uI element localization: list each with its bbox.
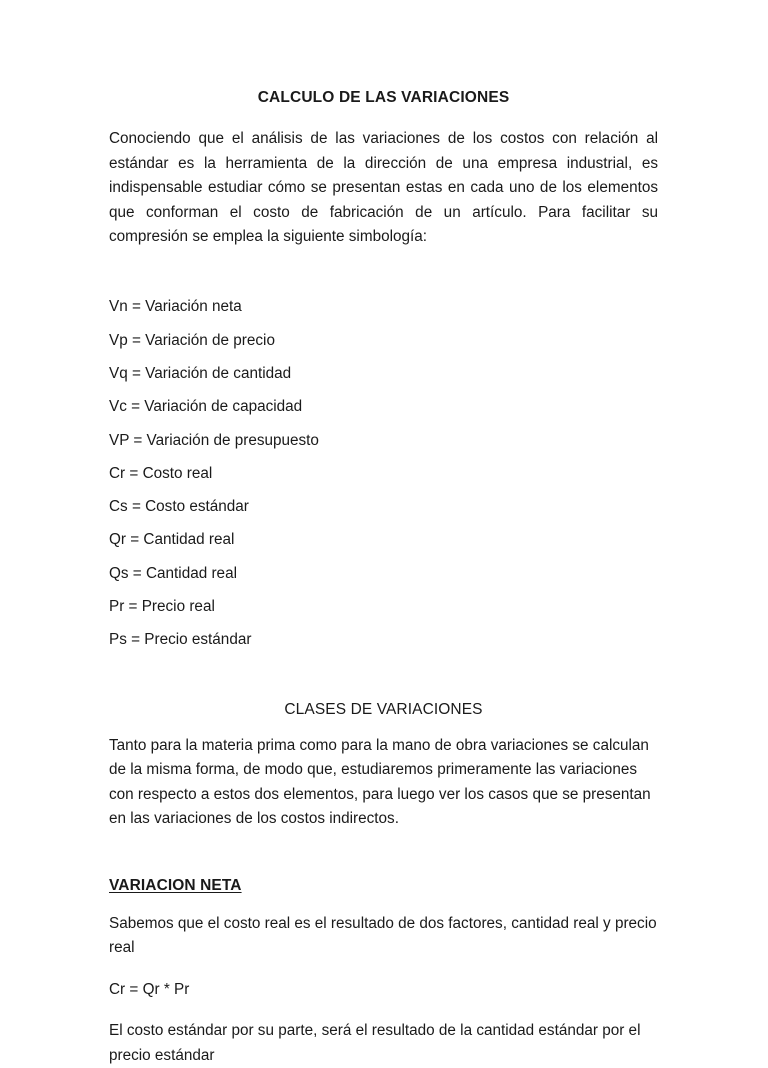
section-heading-clases-de-variaciones: CLASES DE VARIACIONES [284,700,483,718]
symbol-list-item: VP = Variación de presupuesto [109,431,319,449]
spacer [109,895,658,912]
spacer [109,719,658,734]
section-heading-variacion-neta: VARIACION NETA [109,876,242,894]
clases-de-variaciones-paragraph: Tanto para la materia prima como para la mano de obra variaciones se calculan de la misma forma, de modo que, estudiaremos primeramente las variaciones con respecto a estos dos elementos, para luego ver los casos que se presentan en las variaciones de los costos indirectos. [109,737,651,828]
symbol-list-item: Vp = Variación de precio [109,331,275,349]
variacion-neta-paragraph-1: Sabemos que el costo real es el resultado de dos factores, cantidad real y precio real [109,915,657,957]
symbol-definition-list [109,290,658,656]
spacer [109,107,658,127]
symbol-list-item: Vq = Variación de cantidad [109,365,292,382]
symbol-list-item: Ps = Precio estándar [109,631,252,649]
spacer [109,1002,658,1019]
symbol-list-item: Vc = Variación de capacidad [109,398,303,416]
document-content-column [109,0,658,1068]
symbol-list-item: Cr = Costo real [109,464,213,482]
symbol-list-item: Vn = Variación neta [109,298,242,316]
spacer [109,832,658,876]
variacion-neta-paragraph-2: El costo estándar por su parte, será el resultado de la cantidad estándar por el precio estándar [109,1022,641,1064]
symbol-list-item: Pr = Precio real [109,598,215,616]
spacer [109,657,658,700]
spacer [109,961,658,978]
intro-paragraph: Conociendo que el análisis de las variaciones de los costos con relación al estándar es la herramienta de la dirección de una empresa industrial, es indispensable estudiar cómo se presentan estas en cada uno de los elementos que conforman el costo de fabricación de un artículo. Para facilitar su compresión se emplea la siguiente simbología: [109,130,658,245]
variacion-neta-formula: Cr = Qr * Pr [109,980,190,998]
symbol-list-item: Qr = Cantidad real [109,531,235,549]
spacer [109,249,658,290]
symbol-list-item: Qs = Cantidad real [109,564,237,582]
page-title: CALCULO DE LAS VARIACIONES [257,89,510,106]
symbol-list-item: Cs = Costo estándar [109,498,249,516]
